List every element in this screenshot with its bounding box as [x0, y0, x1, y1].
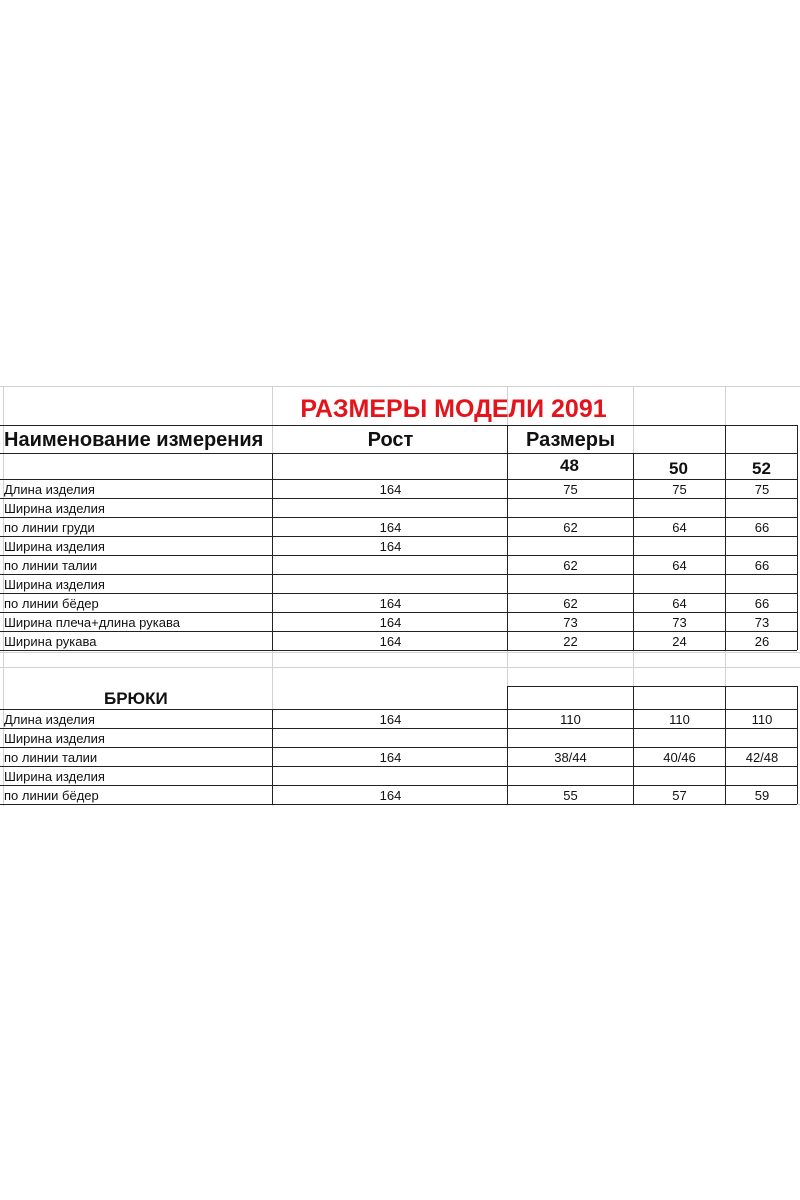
gridline	[0, 667, 800, 668]
size-52-value: 75	[754, 482, 770, 497]
size-52-value	[726, 767, 798, 786]
size-50-value	[634, 537, 725, 556]
row-height-value	[274, 575, 507, 594]
row-label: по линии груди	[4, 520, 95, 535]
size-48-value: 62	[563, 558, 578, 573]
size-header-50: 50	[669, 459, 688, 478]
gridline	[0, 386, 800, 387]
size-52-value: 66	[754, 596, 770, 611]
table-border	[272, 453, 273, 650]
row-height-value	[274, 499, 507, 518]
row-label: Длина изделия	[4, 482, 95, 497]
row-height-value: 164	[379, 750, 402, 765]
size-50-value: 64	[672, 558, 687, 573]
row-height-value: 164	[379, 520, 402, 535]
size-50-value	[634, 729, 725, 748]
size-48-value	[508, 575, 633, 594]
column-header-name: Наименование измерения	[4, 429, 264, 451]
row-height-value	[274, 556, 507, 575]
size-52-value	[726, 499, 798, 518]
row-height-value: 164	[379, 712, 402, 727]
row-height-value: 164	[379, 482, 402, 497]
size-48-value	[508, 537, 633, 556]
row-height-value: 164	[379, 539, 402, 554]
size-52-value: 59	[754, 788, 770, 803]
row-label: Ширина изделия	[4, 731, 105, 746]
section-heading-trousers: БРЮКИ	[104, 689, 168, 708]
size-52-value	[726, 729, 798, 748]
size-50-value: 64	[672, 596, 687, 611]
size-52-value: 73	[754, 615, 770, 630]
table-border	[0, 453, 797, 454]
size-header-52: 52	[752, 459, 771, 478]
size-52-value: 26	[754, 634, 770, 649]
size-header-48: 48	[560, 456, 579, 475]
size-48-value	[508, 729, 633, 748]
size-50-value	[634, 575, 725, 594]
row-label: по линии бёдер	[4, 788, 99, 803]
size-48-value	[508, 767, 633, 786]
size-48-value: 62	[563, 596, 578, 611]
size-50-value	[634, 767, 725, 786]
row-height-value: 164	[379, 596, 402, 611]
row-label: по линии талии	[4, 558, 98, 573]
size-48-value: 73	[563, 615, 578, 630]
row-label: Ширина изделия	[4, 539, 105, 554]
size-52-value: 66	[754, 558, 770, 573]
size-48-value: 75	[563, 482, 578, 497]
size-50-value	[634, 499, 725, 518]
size-52-value: 66	[754, 520, 770, 535]
column-header-sizes: Размеры	[526, 429, 616, 451]
row-height-value	[274, 729, 507, 748]
size-50-value: 75	[672, 482, 687, 497]
row-label: Ширина изделия	[4, 577, 105, 592]
size-50-value: 24	[672, 634, 687, 649]
size-52-value	[726, 537, 798, 556]
size-50-value: 57	[672, 788, 687, 803]
size-52-value	[726, 575, 798, 594]
size-48-value: 22	[563, 634, 578, 649]
row-label: Ширина изделия	[4, 501, 105, 516]
size-50-value: 110	[669, 712, 690, 727]
row-height-value: 164	[379, 615, 402, 630]
table-border	[507, 686, 797, 687]
row-label: Ширина изделия	[4, 769, 105, 784]
size-50-value: 64	[672, 520, 687, 535]
size-50-value: 40/46	[663, 750, 696, 765]
row-label: по линии талии	[4, 750, 98, 765]
page-title: РАЗМЕРЫ МОДЕЛИ 2091	[300, 395, 607, 423]
gridline	[0, 652, 800, 653]
row-height-value: 164	[379, 788, 402, 803]
row-label: по линии бёдер	[4, 596, 99, 611]
size-48-value: 110	[560, 712, 581, 727]
column-header-height: Рост	[367, 429, 414, 451]
size-50-value: 73	[672, 615, 687, 630]
size-48-value	[508, 499, 633, 518]
row-label: Ширина плеча+длина рукава	[4, 615, 180, 630]
row-label: Длина изделия	[4, 712, 95, 727]
row-height-value	[274, 767, 507, 786]
row-height-value: 164	[379, 634, 402, 649]
size-48-value: 62	[563, 520, 578, 535]
size-52-value: 42/48	[745, 750, 779, 765]
table-border	[272, 709, 273, 804]
size-48-value: 38/44	[554, 750, 587, 765]
size-48-value: 55	[563, 788, 578, 803]
row-label: Ширина рукава	[4, 634, 97, 649]
size-52-value: 110	[751, 712, 773, 727]
